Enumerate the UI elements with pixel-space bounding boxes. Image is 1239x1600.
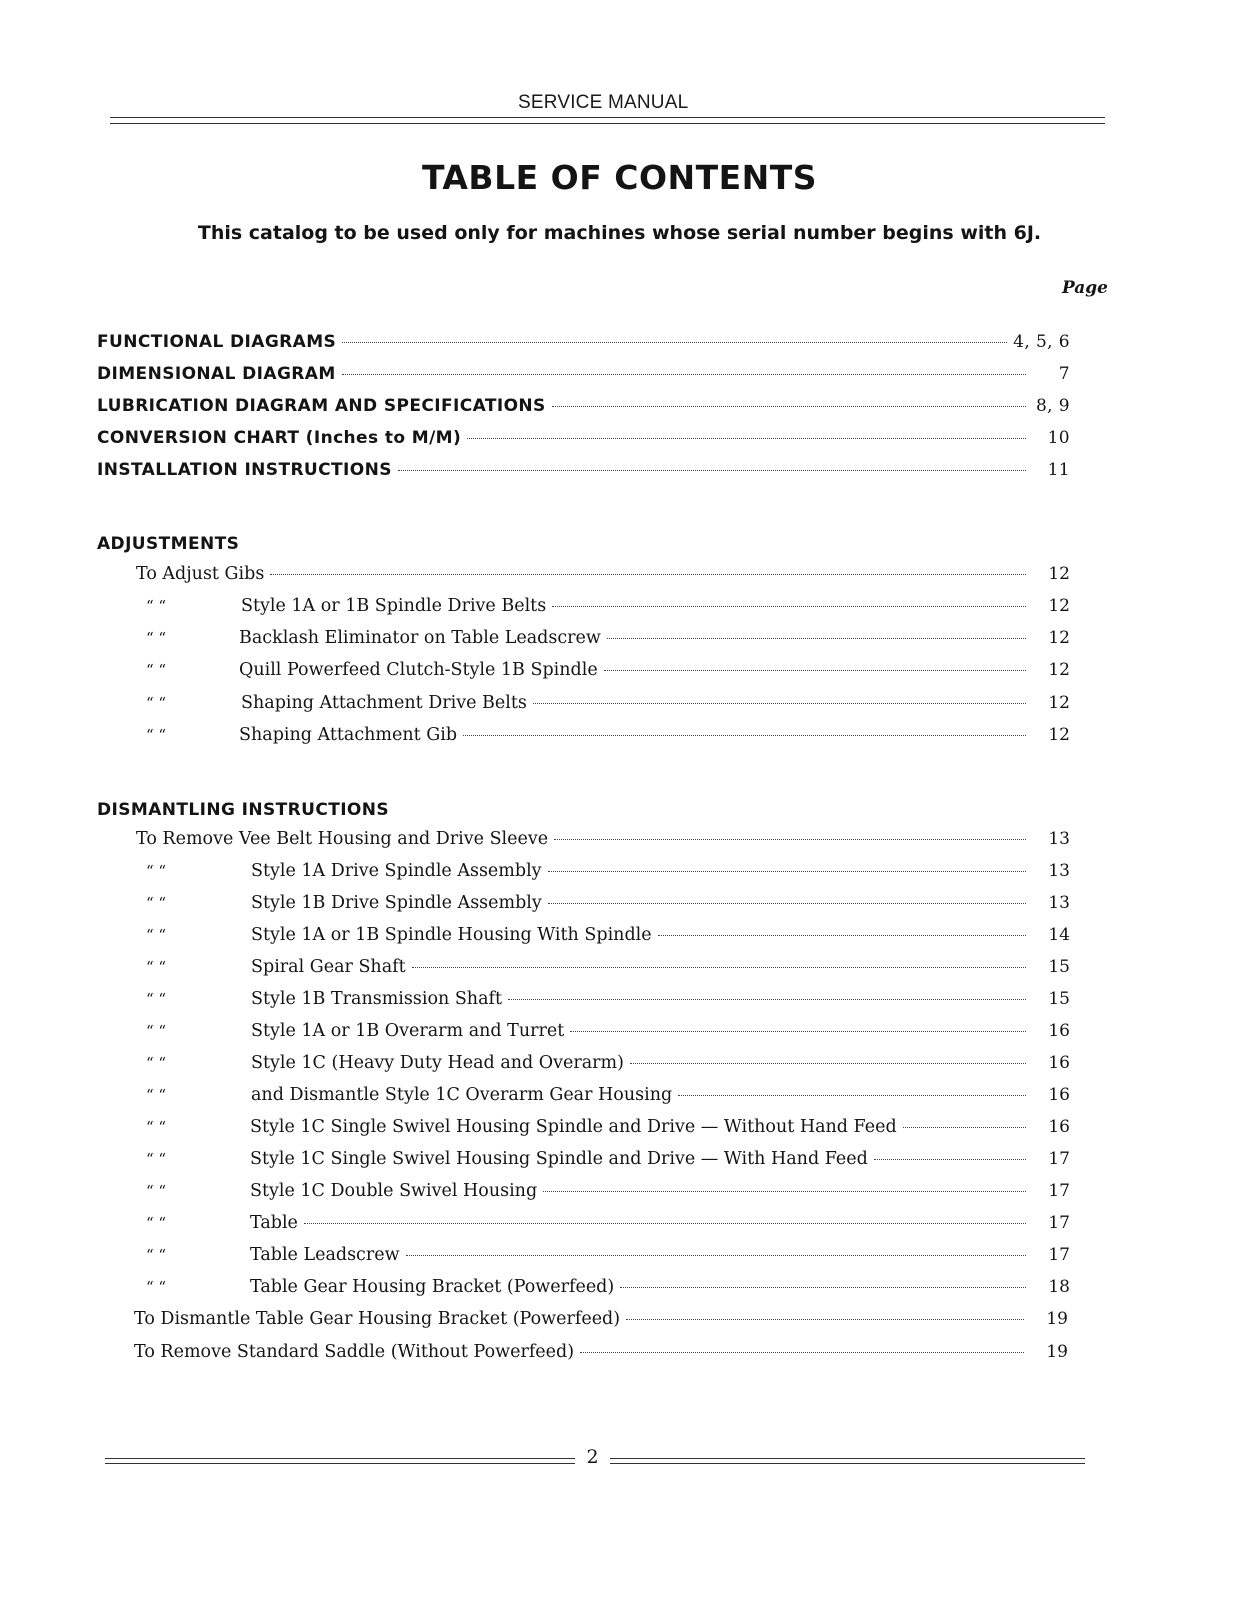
- toc-entry-page: 17: [1048, 1213, 1070, 1233]
- toc-entry-page: 16: [1048, 1085, 1070, 1105]
- toc-entry: [146, 1117, 1070, 1145]
- ditto-marks: “ “: [146, 1022, 167, 1040]
- toc-entry: [146, 861, 1070, 889]
- toc-entry-text: FUNCTIONAL DIAGRAMS: [97, 332, 337, 352]
- dot-leader: [406, 1255, 1026, 1256]
- toc-entry-page: 14: [1048, 925, 1070, 945]
- toc-entry-text: “ “ Shaping Attachment Gib: [146, 725, 458, 745]
- dot-leader: [342, 374, 1026, 375]
- ditto-marks: “ “: [146, 1278, 167, 1296]
- toc-entry-text: To Remove Standard Saddle (Without Powerfeed): [134, 1342, 575, 1362]
- dot-leader: [467, 438, 1026, 439]
- toc-entry-page: 17: [1048, 1245, 1070, 1265]
- toc-entry-page: 13: [1048, 861, 1070, 881]
- running-head-label: SERVICE MANUAL: [518, 92, 689, 113]
- toc-entry-page: 16: [1048, 1021, 1070, 1041]
- toc-entry-text: INSTALLATION INSTRUCTIONS: [97, 460, 392, 480]
- toc-entry: [146, 628, 1070, 656]
- toc-entry-page: 12: [1048, 725, 1070, 745]
- toc-entry-page: 17: [1048, 1181, 1070, 1201]
- section-heading-adjustments: ADJUSTMENTS: [97, 534, 240, 554]
- page-number: 2: [586, 1446, 599, 1468]
- entry-lead: To Adjust: [136, 564, 219, 584]
- toc-entry-page: 13: [1048, 893, 1070, 913]
- toc-entry-page: 12: [1048, 628, 1070, 648]
- dot-leader: [548, 871, 1026, 872]
- toc-entry: [146, 1277, 1070, 1305]
- toc-entry: [136, 829, 1070, 857]
- dot-leader: [570, 1031, 1026, 1032]
- toc-entry-page: 4, 5, 6: [1013, 332, 1070, 352]
- toc-entry-page: 15: [1048, 989, 1070, 1009]
- dot-leader: [508, 999, 1026, 1000]
- toc-entry-text: To Remove Vee Belt Housing and Drive Sleeve: [136, 829, 549, 849]
- toc-entry-text: “ “ Style 1A or 1B Spindle Housing With Spindle: [146, 925, 652, 945]
- dot-leader: [604, 670, 1026, 671]
- toc-entry-text: “ “ Style 1A or 1B Overarm and Turret: [146, 1021, 565, 1041]
- ditto-marks: “ “: [146, 1086, 167, 1104]
- dot-leader: [903, 1127, 1026, 1128]
- toc-entry-text: “ “ Table Leadscrew: [146, 1245, 400, 1265]
- toc-entry-page: 7: [1058, 364, 1070, 384]
- ditto-marks: “ “: [146, 694, 167, 712]
- ditto-marks: “ “: [146, 1118, 167, 1136]
- dot-leader: [548, 903, 1026, 904]
- dot-leader: [270, 574, 1026, 575]
- dot-leader: [552, 606, 1026, 607]
- dot-leader: [874, 1159, 1026, 1160]
- toc-entry-text: DIMENSIONAL DIAGRAM: [97, 364, 336, 384]
- ditto-marks: “ “: [146, 894, 167, 912]
- toc-entry: [146, 1085, 1070, 1113]
- page-footer: [105, 1446, 1085, 1472]
- dot-leader: [304, 1223, 1026, 1224]
- toc-entry: [146, 1181, 1070, 1209]
- ditto-marks: “ “: [146, 661, 167, 679]
- dot-leader: [543, 1191, 1026, 1192]
- dot-leader: [630, 1063, 1026, 1064]
- toc-entry-text: “ “ Spiral Gear Shaft: [146, 957, 406, 977]
- toc-entry-page: 15: [1048, 957, 1070, 977]
- toc-entry: [97, 396, 1070, 424]
- toc-entry-text: “ “ Table Gear Housing Bracket (Powerfeed): [146, 1277, 615, 1297]
- ditto-marks: “ “: [146, 1054, 167, 1072]
- toc-entry-text: “ “ Style 1A or 1B Spindle Drive Belts: [146, 596, 547, 616]
- dot-leader: [678, 1095, 1026, 1096]
- dot-leader: [554, 839, 1026, 840]
- toc-entry-page: 19: [1046, 1309, 1068, 1329]
- toc-entry: [146, 660, 1070, 688]
- toc-entry-page: 17: [1048, 1149, 1070, 1169]
- footer-rule-right: [610, 1458, 1085, 1464]
- toc-entry: [146, 1213, 1070, 1241]
- toc-entry: [146, 1053, 1070, 1081]
- dot-leader: [658, 935, 1026, 936]
- toc-entry: [146, 989, 1070, 1017]
- header-rule: [110, 117, 1105, 124]
- dot-leader: [580, 1352, 1024, 1353]
- page-subtitle: This catalog to be used only for machines whose serial number begins with 6J.: [197, 222, 1042, 244]
- toc-entry-text: LUBRICATION DIAGRAM AND SPECIFICATIONS: [97, 396, 546, 416]
- toc-entry: [97, 460, 1070, 488]
- toc-entry: [146, 957, 1070, 985]
- toc-entry-page: 8, 9: [1035, 396, 1070, 416]
- toc-entry-page: 13: [1048, 829, 1070, 849]
- dot-leader: [552, 406, 1026, 407]
- toc-entry: [146, 596, 1070, 624]
- toc-entry: [146, 1245, 1070, 1273]
- dot-leader: [533, 703, 1026, 704]
- toc-entry: [146, 725, 1070, 753]
- ditto-marks: “ “: [146, 926, 167, 944]
- ditto-marks: “ “: [146, 726, 167, 744]
- dot-leader: [398, 470, 1026, 471]
- toc-entry: [146, 1149, 1070, 1177]
- toc-entry-text: “ “ Style 1C Double Swivel Housing: [146, 1181, 538, 1201]
- toc-entry-text: To Dismantle Table Gear Housing Bracket (Powerfeed): [134, 1309, 621, 1329]
- footer-rule-left: [105, 1458, 575, 1464]
- ditto-marks: “ “: [146, 1214, 167, 1232]
- toc-entry: [97, 332, 1070, 360]
- toc-entry-text: “ “ Style 1B Drive Spindle Assembly: [146, 893, 542, 913]
- toc-entry: [134, 1309, 1068, 1337]
- toc-entry-page: 12: [1048, 693, 1070, 713]
- ditto-marks: “ “: [146, 629, 167, 647]
- toc-entry: [146, 893, 1070, 921]
- ditto-marks: “ “: [146, 958, 167, 976]
- dot-leader: [620, 1287, 1026, 1288]
- toc-entry-page: 19: [1046, 1342, 1068, 1362]
- ditto-marks: “ “: [146, 862, 167, 880]
- dot-leader: [412, 967, 1026, 968]
- dot-leader: [342, 342, 1007, 343]
- ditto-marks: “ “: [146, 1150, 167, 1168]
- toc-entry-page: 16: [1048, 1053, 1070, 1073]
- toc-entry: [146, 925, 1070, 953]
- ditto-marks: “ “: [146, 1182, 167, 1200]
- toc-entry-page: 12: [1048, 564, 1070, 584]
- ditto-marks: “ “: [146, 1246, 167, 1264]
- toc-entry: [136, 564, 1070, 592]
- toc-entry-page: 10: [1047, 428, 1070, 448]
- dot-leader: [607, 638, 1026, 639]
- toc-entry-text: “ “ Style 1B Transmission Shaft: [146, 989, 503, 1009]
- toc-entry-text: “ “ Backlash Eliminator on Table Leadscrew: [146, 628, 601, 648]
- toc-entry-page: 18: [1048, 1277, 1070, 1297]
- toc-entry-text: CONVERSION CHART (Inches to M/M): [97, 428, 462, 448]
- dot-leader: [463, 735, 1026, 736]
- toc-entry-text: “ “ Table: [146, 1213, 298, 1233]
- toc-entry: [146, 1021, 1070, 1049]
- dot-leader: [626, 1319, 1024, 1320]
- entry-lead: To Remove: [136, 829, 234, 849]
- toc-entry-text: To Adjust Gibs: [136, 564, 265, 584]
- toc-entry-text: “ “ Quill Powerfeed Clutch-Style 1B Spindle: [146, 660, 598, 680]
- toc-entry-page: 12: [1048, 596, 1070, 616]
- toc-entry: [97, 428, 1070, 456]
- toc-entry-text: “ “ Style 1A Drive Spindle Assembly: [146, 861, 542, 881]
- toc-entry: [146, 693, 1070, 721]
- toc-entry: [134, 1342, 1068, 1370]
- toc-entry-text: “ “ Style 1C Single Swivel Housing Spindle and Drive — Without Hand Feed: [146, 1117, 897, 1137]
- page-column-label: Page: [1061, 278, 1108, 298]
- toc-entry: [97, 364, 1070, 392]
- toc-entry-text: “ “ Style 1C (Heavy Duty Head and Overarm): [146, 1053, 624, 1073]
- toc-entry-text: “ “ Style 1C Single Swivel Housing Spindle and Drive — With Hand Feed: [146, 1149, 868, 1169]
- page-title: TABLE OF CONTENTS: [421, 158, 818, 197]
- toc-entry-page: 16: [1048, 1117, 1070, 1137]
- ditto-marks: “ “: [146, 990, 167, 1008]
- toc-entry-page: 11: [1047, 460, 1070, 480]
- toc-entry-page: 12: [1048, 660, 1070, 680]
- toc-entry-text: “ “ Shaping Attachment Drive Belts: [146, 693, 527, 713]
- ditto-marks: “ “: [146, 597, 167, 615]
- section-heading-dismantling: DISMANTLING INSTRUCTIONS: [97, 800, 390, 820]
- toc-entry-text: “ “ and Dismantle Style 1C Overarm Gear Housing: [146, 1085, 673, 1105]
